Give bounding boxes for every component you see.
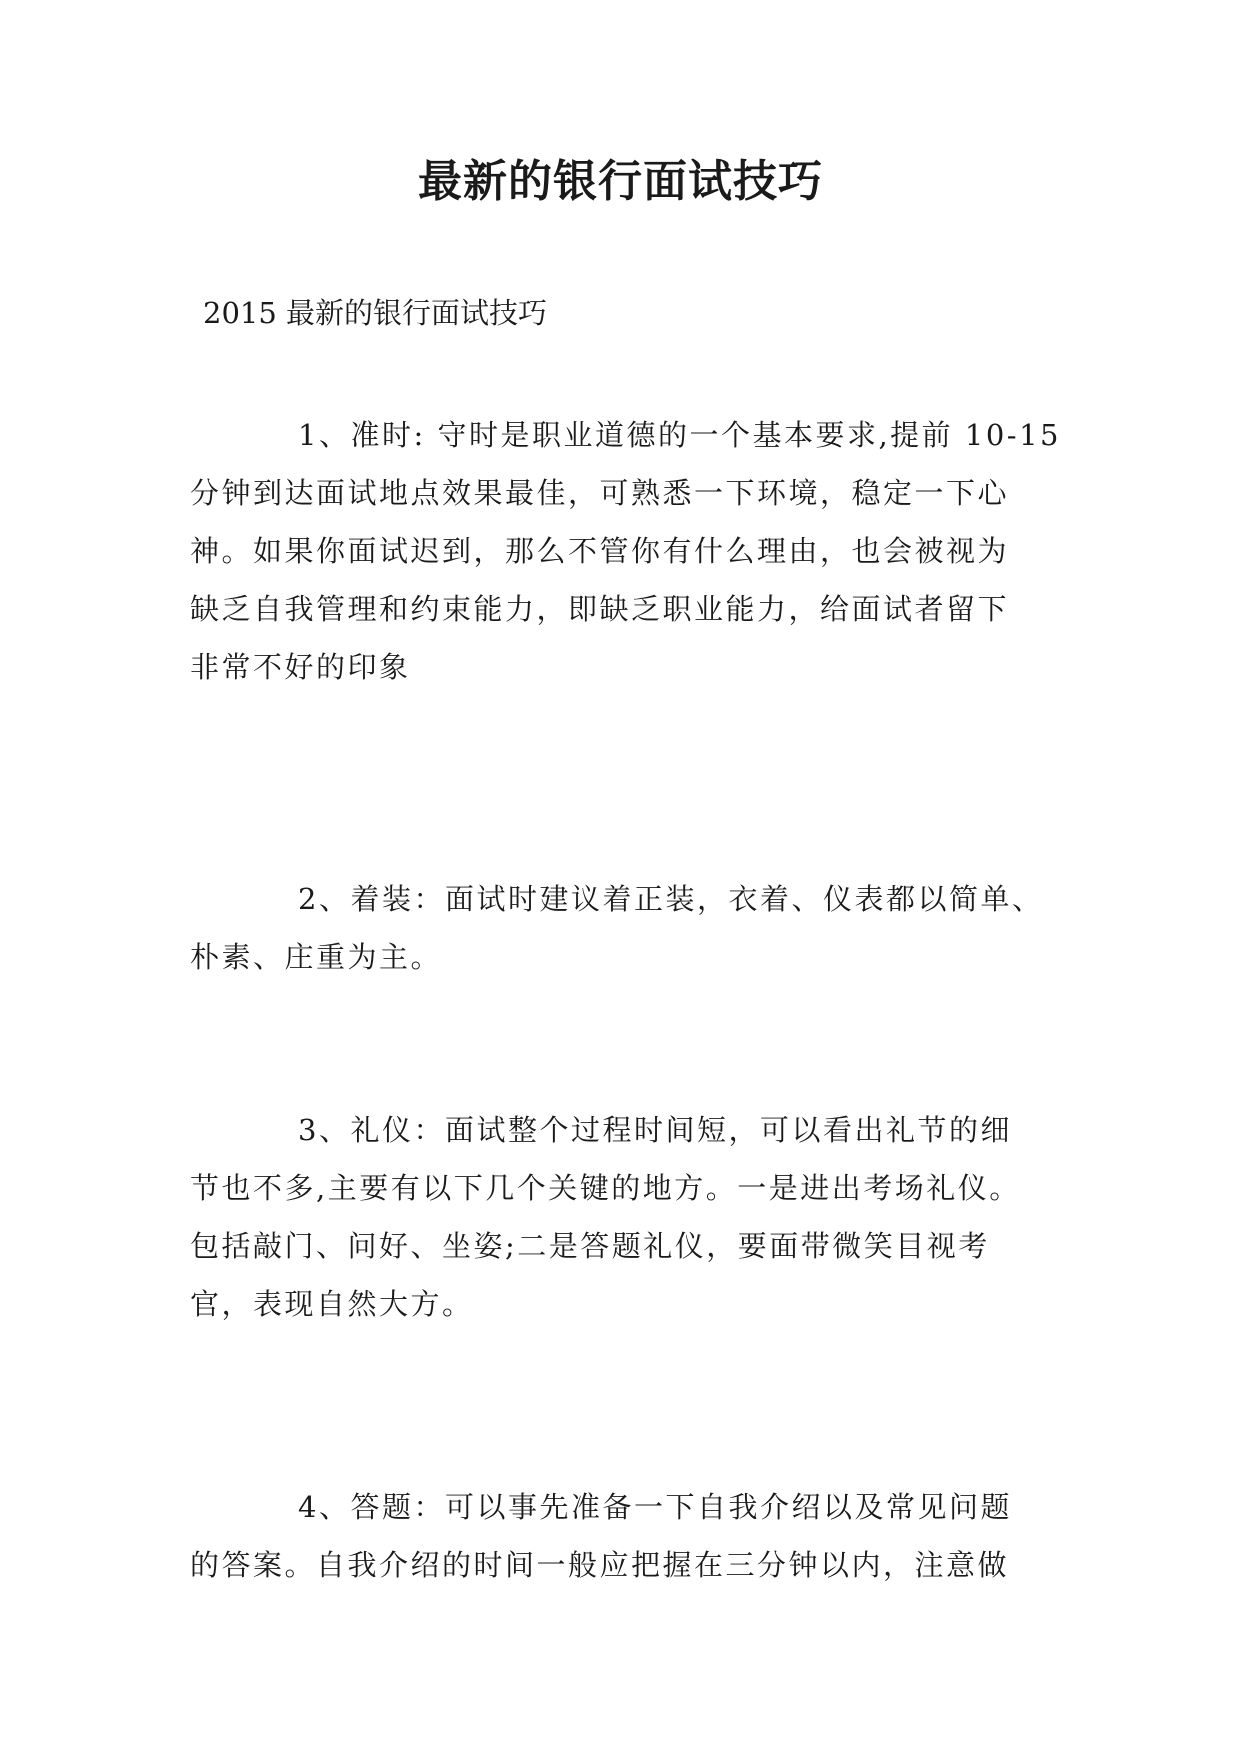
paragraph-line: 神。如果你面试迟到，那么不管你有什么理由，也会被视为	[190, 534, 1010, 568]
paragraph-line: 朴素、庄重为主。	[190, 940, 443, 974]
paragraph-line: 的答案。自我介绍的时间一般应把握在三分钟以内，注意做	[190, 1548, 1010, 1582]
paragraph-line: 缺乏自我管理和约束能力，即缺乏职业能力，给面试者留下	[190, 592, 1010, 626]
paragraph-etiquette	[190, 1101, 1070, 1333]
paragraph-line: 节也不多,主要有以下几个关键的地方。一是进出考场礼仪。	[190, 1171, 1021, 1205]
paragraph-line: 1、准时: 守时是职业道德的一个基本要求,提前 10-15	[298, 418, 1061, 452]
document-subtitle: 2015 最新的银行面试技巧	[203, 296, 548, 330]
paragraph-line: 4、答题：可以事先准备一下自我介绍以及常见问题	[298, 1490, 1012, 1524]
paragraph-attire	[190, 870, 1070, 986]
paragraph-punctuality	[190, 406, 1070, 696]
paragraph-line: 3、礼仪：面试整个过程时间短，可以看出礼节的细	[298, 1113, 1012, 1147]
paragraph-line: 非常不好的印象	[190, 650, 411, 684]
paragraph-line: 分钟到达面试地点效果最佳，可熟悉一下环境，稳定一下心	[190, 476, 1010, 510]
paragraph-line: 官，表现自然大方。	[190, 1287, 474, 1321]
document-title: 最新的银行面试技巧	[418, 156, 823, 207]
paragraph-line: 包括敲门、问好、坐姿;二是答题礼仪，要面带微笑目视考	[190, 1229, 990, 1263]
paragraph-answering	[190, 1478, 1070, 1594]
paragraph-line: 2、着装：面试时建议着正装，衣着、仪表都以简单、	[298, 882, 1044, 916]
